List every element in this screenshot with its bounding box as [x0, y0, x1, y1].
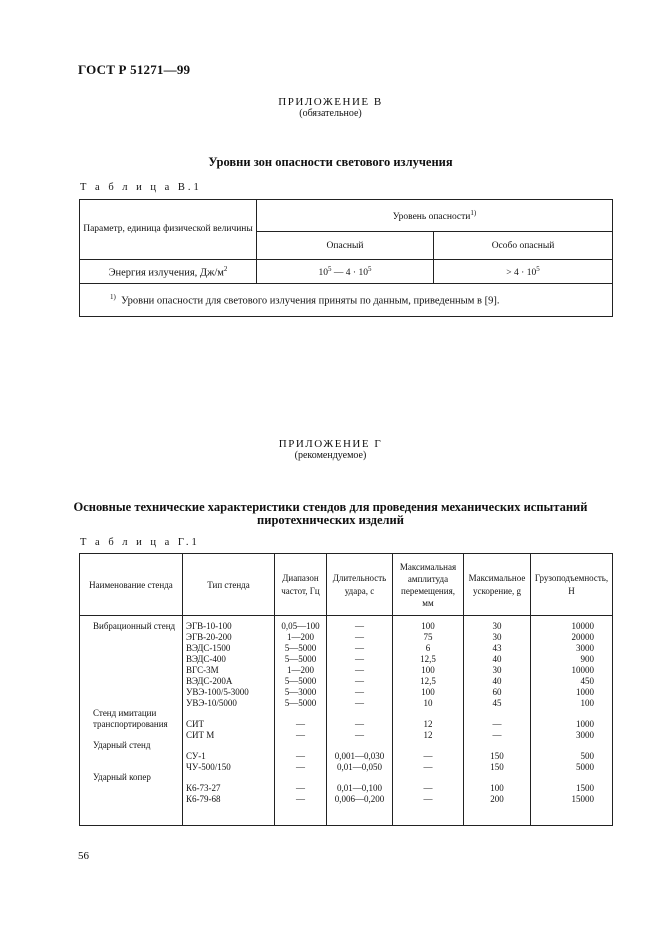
table-g1-caption: Т а б л и ц а Г.1 [80, 537, 200, 548]
stand-name: Ударный копер [93, 772, 151, 782]
cell-freq: — [296, 730, 305, 740]
cell-load: 1500 [576, 783, 594, 793]
cell-types: ВЭДС-400 [186, 654, 226, 664]
appendix-v-title: ПРИЛОЖЕНИЕ В [278, 96, 383, 108]
cell-types: К6-79-68 [186, 794, 221, 804]
col-level-header: Уровень опасности$^{1)}$ [257, 200, 613, 232]
stand-name [83, 632, 179, 643]
cell-amplitude: — [423, 751, 433, 761]
cell-amplitude: 100 [421, 621, 435, 631]
appendix-g-title: ПРИЛОЖЕНИЕ Г [278, 438, 383, 450]
stand-group [396, 621, 460, 709]
cell-load: 500 [580, 751, 594, 761]
cell-duration: — [355, 719, 364, 729]
cell-acceleration: 30 [492, 632, 502, 642]
cell-amplitude: 12 [423, 730, 433, 740]
cell-duration: 0,01—0,050 [337, 762, 382, 772]
cell-load: 1000 [576, 719, 594, 729]
cell-duration: 0,001—0,030 [334, 751, 385, 761]
cell-acceleration: 30 [492, 621, 502, 631]
cell-amplitude: 75 [423, 632, 433, 642]
cell-types: ВГС-3М [186, 665, 219, 675]
table-v1-footnote: $^{1)}$ Уровни опасности для светового излучения приняты по данным, приведенным в [9]. [80, 284, 613, 317]
cell-amplitude: 10 [423, 698, 433, 708]
appendix-g-heading-line2: пиротехнических изделий [257, 513, 404, 527]
cell-freq: — [296, 794, 305, 804]
stand-group [534, 621, 594, 709]
row-param-cell: Энергия излучения, $Дж/м^2$ [80, 260, 257, 284]
stand-group [83, 708, 179, 730]
cell-load: 20000 [571, 632, 594, 642]
stand-group [83, 772, 179, 794]
stand-name [83, 676, 179, 687]
cell-types: ЭГВ-10-100 [186, 621, 232, 631]
cell-load: 15000 [571, 794, 594, 804]
cell-acceleration: — [492, 719, 502, 729]
appendix-g-status: (рекомендуемое) [294, 450, 367, 461]
cell-load: 3000 [576, 730, 594, 740]
cell-amplitude: — [423, 794, 433, 804]
cell-freq: — [296, 719, 305, 729]
cell-freq: 5—3000 [284, 687, 317, 697]
appendix-v-heading: Уровни зон опасности светового излучения [208, 155, 453, 169]
cell-types: ЧУ-500/150 [186, 762, 231, 772]
stand-name: Ударный стенд [93, 740, 151, 750]
cell-freq: 1—200 [287, 632, 314, 642]
header-load: Грузоподъемность, Н [531, 554, 613, 616]
cell-freq: 0,05—100 [281, 621, 320, 631]
row-especially-cell: > $4 \cdot 10^5$ [434, 260, 613, 284]
cell-duration: — [355, 621, 364, 631]
stand-group [186, 621, 271, 709]
col-param-header: Параметр, единица физической величины [80, 200, 257, 260]
column-amplitude [393, 616, 464, 826]
stand-group [467, 621, 527, 709]
cell-duration: — [355, 687, 364, 697]
cell-freq: 1—200 [287, 665, 314, 675]
stand-name [83, 665, 179, 676]
cell-duration: — [355, 698, 364, 708]
header-type: Тип стенда [183, 554, 275, 616]
cell-acceleration: 40 [492, 654, 502, 664]
cell-types: ВЭДС-1500 [186, 643, 231, 653]
stand-group [186, 751, 271, 773]
table-v1-caption: Т а б л и ц а В.1 [80, 182, 202, 193]
cell-load: 450 [580, 676, 594, 686]
header-name: Наименование стенда [80, 554, 183, 616]
stand-name [83, 654, 179, 665]
cell-types: СИТ М [186, 730, 215, 740]
cell-load: 100 [580, 698, 594, 708]
stand-group [278, 621, 323, 709]
cell-types: ВЭДС-200А [186, 676, 233, 686]
stand-group [330, 719, 389, 741]
table-g1 [79, 553, 613, 826]
cell-types: УВЭ-10/5000 [186, 698, 237, 708]
header-freq: Диапазон частот, Гц [275, 554, 327, 616]
cell-acceleration: 100 [490, 783, 504, 793]
header-amplitude: Максимальная амплитуда перемещения, мм [393, 554, 464, 616]
cell-types: К6-73-27 [186, 783, 221, 793]
cell-amplitude: 12,5 [420, 676, 436, 686]
col-especially-header: Особо опасный [434, 232, 613, 260]
cell-acceleration: — [492, 730, 502, 740]
column-name [80, 616, 183, 826]
cell-freq: — [296, 751, 305, 761]
stand-name: Стенд имитации транспортирования [93, 708, 168, 729]
header-duration: Длительность удара, с [327, 554, 393, 616]
column-duration [327, 616, 393, 826]
cell-acceleration: 200 [490, 794, 504, 804]
cell-load: 900 [580, 654, 594, 664]
stand-group [83, 740, 179, 762]
cell-duration: — [355, 643, 364, 653]
column-acceleration [464, 616, 531, 826]
cell-amplitude: 100 [421, 687, 435, 697]
cell-duration: — [355, 654, 364, 664]
cell-freq: 5—5000 [284, 643, 317, 653]
cell-load: 1000 [576, 687, 594, 697]
column-load [531, 616, 613, 826]
cell-types: УВЭ-100/5-3000 [186, 687, 249, 697]
stand-group [330, 751, 389, 773]
stand-group [396, 783, 460, 805]
stand-group [396, 751, 460, 773]
page-number: 56 [78, 850, 89, 862]
stand-group [396, 719, 460, 741]
stand-group [467, 783, 527, 805]
cell-duration: — [355, 730, 364, 740]
cell-load: 5000 [576, 762, 594, 772]
stand-group [330, 621, 389, 709]
stand-name [83, 751, 179, 762]
document-id: ГОСТ Р 51271—99 [78, 62, 191, 77]
stand-name: Вибрационный стенд [93, 621, 176, 631]
stand-group [330, 783, 389, 805]
cell-types: СУ-1 [186, 751, 206, 761]
stand-group [186, 783, 271, 805]
cell-duration: 0,006—0,200 [334, 794, 385, 804]
cell-acceleration: 45 [492, 698, 502, 708]
stand-group [534, 751, 594, 773]
stand-group [467, 751, 527, 773]
stand-name [83, 643, 179, 654]
header-acceleration: Максимальное ускорение, g [464, 554, 531, 616]
cell-freq: — [296, 783, 305, 793]
cell-acceleration: 40 [492, 676, 502, 686]
cell-amplitude: 6 [425, 643, 431, 653]
cell-types: ЭГВ-20-200 [186, 632, 232, 642]
cell-acceleration: 30 [492, 665, 502, 675]
stand-group [278, 783, 323, 805]
stand-group [278, 719, 323, 741]
stand-group [278, 751, 323, 773]
cell-acceleration: 150 [490, 751, 504, 761]
cell-amplitude: — [423, 783, 433, 793]
row-dangerous-cell: $10^5$ — $4 \cdot 10^5$ [257, 260, 434, 284]
cell-amplitude: 12,5 [420, 654, 436, 664]
cell-duration: 0,01—0,100 [337, 783, 382, 793]
col-dangerous-header: Опасный [257, 232, 434, 260]
cell-freq: 5—5000 [284, 698, 317, 708]
stand-group [534, 783, 594, 805]
stand-group [83, 621, 179, 698]
cell-acceleration: 60 [492, 687, 502, 697]
cell-freq: — [296, 762, 305, 772]
column-freq [275, 616, 327, 826]
cell-load: 10000 [571, 621, 594, 631]
stand-group [186, 719, 271, 741]
appendix-g-heading-line1: Основные технические характеристики стендов для проведения механических испытаний [73, 500, 588, 514]
column-type [183, 616, 275, 826]
cell-freq: 5—5000 [284, 654, 317, 664]
appendix-v-status: (обязательное) [299, 108, 362, 119]
stand-group [534, 719, 594, 741]
table-v1 [79, 199, 613, 317]
cell-load: 10000 [571, 665, 594, 675]
cell-load: 3000 [576, 643, 594, 653]
cell-acceleration: 150 [490, 762, 504, 772]
stand-name [83, 687, 179, 698]
cell-duration: — [355, 665, 364, 675]
cell-amplitude: 100 [421, 665, 435, 675]
cell-freq: 5—5000 [284, 676, 317, 686]
cell-amplitude: 12 [423, 719, 433, 729]
cell-duration: — [355, 676, 364, 686]
cell-amplitude: — [423, 762, 433, 772]
cell-duration: — [355, 632, 364, 642]
stand-name [83, 783, 179, 794]
cell-types: СИТ [186, 719, 204, 729]
cell-acceleration: 43 [492, 643, 502, 653]
stand-group [467, 719, 527, 741]
